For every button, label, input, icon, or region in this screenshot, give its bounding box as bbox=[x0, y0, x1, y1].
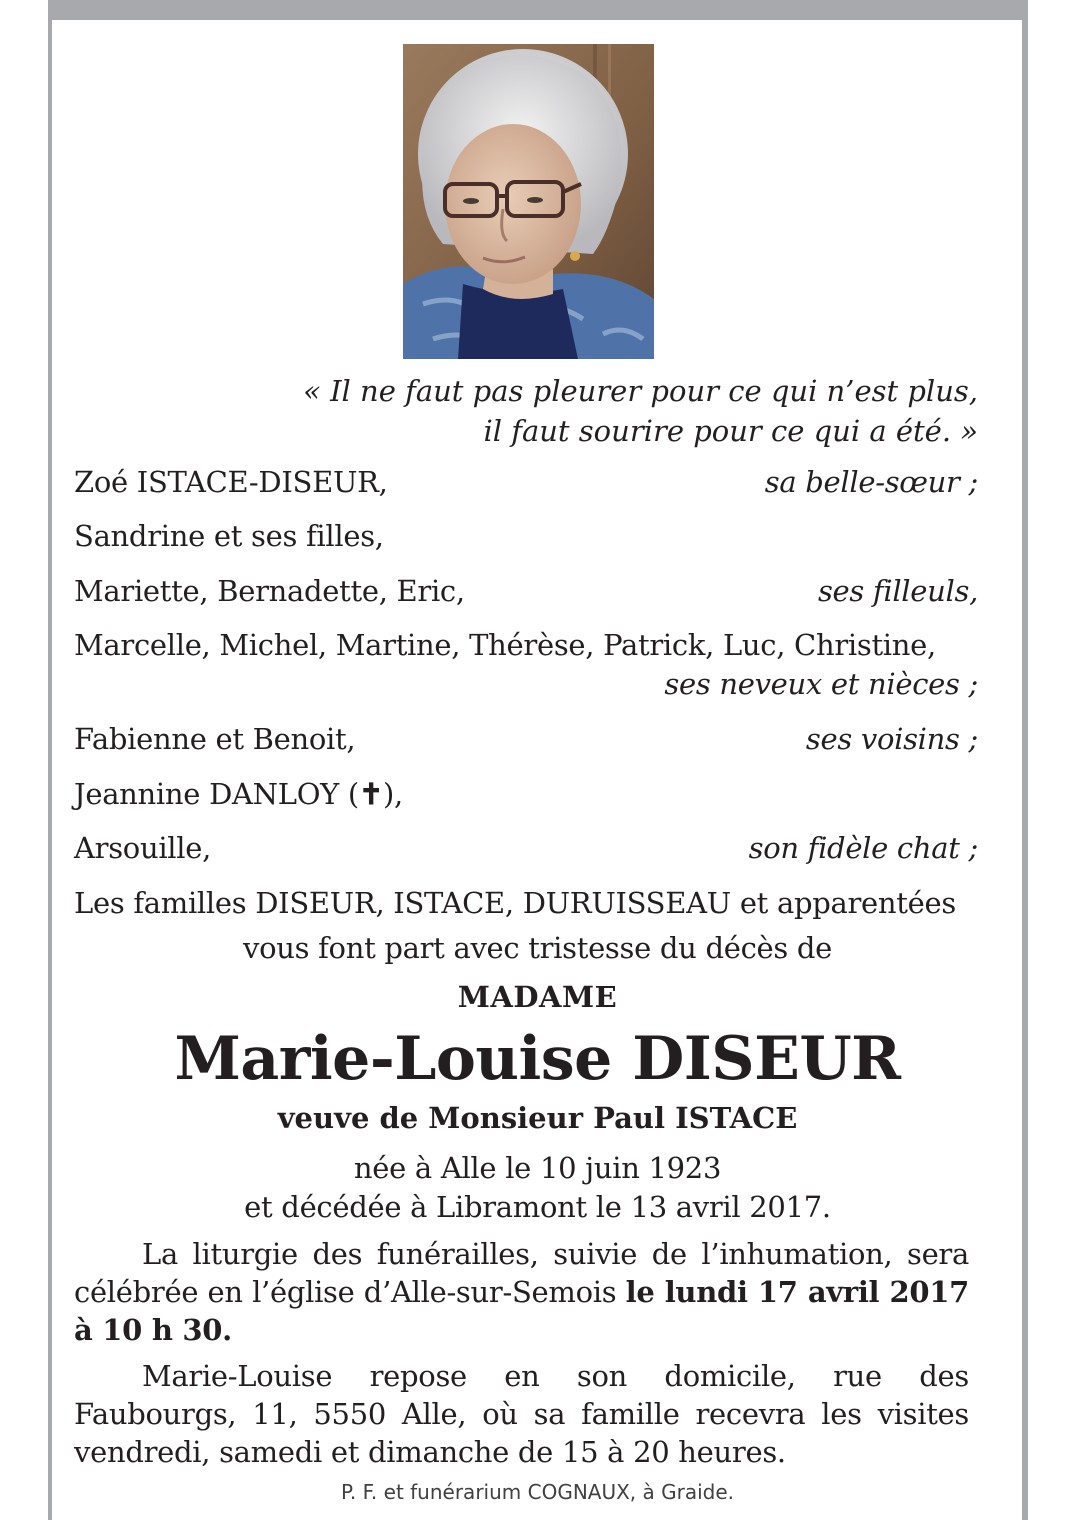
mourner-relation: ses voisins ; bbox=[805, 722, 978, 756]
mourner-entry-deceased bbox=[74, 776, 403, 812]
announcement-line: vous font part avec tristesse du décès de bbox=[243, 931, 832, 965]
mourner-names: Marcelle, Michel, Martine, Thérèse, Patrick, Luc, Christine, bbox=[74, 628, 936, 662]
mourner-relation: sa belle-sœur ; bbox=[764, 465, 978, 499]
portrait-photo bbox=[403, 44, 654, 359]
visits-text: Marie-Louise repose en son domicile, rue des Faubourgs, 11, 5550 Alle, où sa famille recevra les visites vendredi, samedi et dimanche de 15 à 20 heures. bbox=[74, 1359, 969, 1469]
birth-line: née à Alle le 10 juin 1923 bbox=[353, 1151, 722, 1185]
honorific-title: MADAME bbox=[457, 980, 618, 1014]
death-line: et décédée à Libramont le 13 avril 2017. bbox=[244, 1190, 831, 1224]
deceased-name: Marie-Louise DISEUR bbox=[174, 1024, 901, 1094]
widow-of-line: veuve de Monsieur Paul ISTACE bbox=[277, 1101, 798, 1135]
mourner-relation: ses neveux et nièces ; bbox=[664, 667, 978, 701]
mourner-relation: ses filleuls, bbox=[817, 574, 978, 608]
cross-icon: ✝ bbox=[358, 777, 383, 811]
quote-line-1: « Il ne faut pas pleurer pour ce qui n’est plus, bbox=[303, 374, 978, 408]
funeral-home-credit: P. F. et funérarium COGNAUX, à Graide. bbox=[340, 1480, 735, 1504]
mourner-names: Jeannine DANLOY ( bbox=[74, 777, 359, 811]
mourner-names: Fabienne et Benoit, bbox=[74, 722, 356, 756]
families-line: Les familles DISEUR, ISTACE, DURUISSEAU et apparentées bbox=[74, 886, 956, 920]
mourner-names: Arsouille, bbox=[74, 831, 212, 865]
mourner-names: Mariette, Bernadette, Eric, bbox=[74, 574, 465, 608]
liturgy-text: La liturgie des funérailles, suivie de l’inhumation, sera célébrée en l’église d’Alle-sur-Semois bbox=[74, 1237, 969, 1309]
mourner-relation: son fidèle chat ; bbox=[748, 831, 978, 865]
mourner-names-suffix: ), bbox=[382, 777, 403, 811]
visits-paragraph bbox=[74, 1357, 969, 1471]
liturgy-paragraph bbox=[74, 1235, 969, 1349]
quote-line-2: il faut sourire pour ce qui a été. » bbox=[483, 414, 978, 448]
mourner-names: Sandrine et ses filles, bbox=[74, 519, 384, 553]
mourner-names: Zoé ISTACE-DISEUR, bbox=[74, 465, 388, 499]
liturgy-date: le lundi 17 avril 2017 à 10 h 30. bbox=[74, 1275, 969, 1347]
